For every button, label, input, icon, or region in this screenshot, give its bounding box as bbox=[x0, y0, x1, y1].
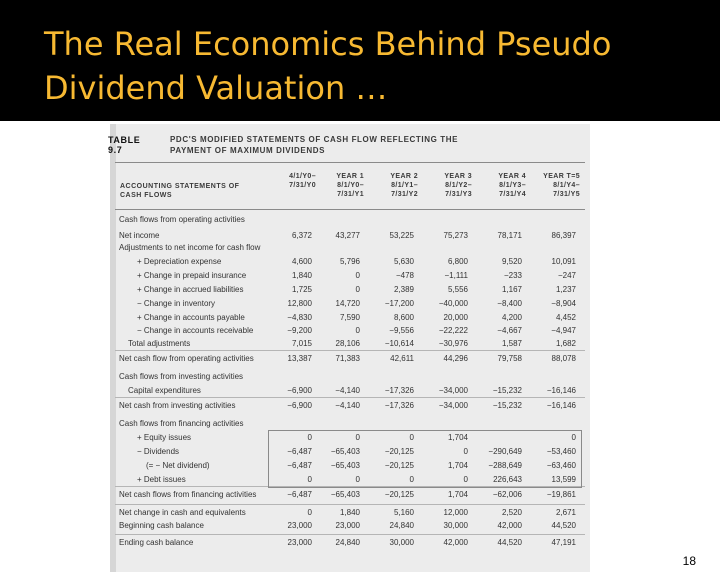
cell-value: −4,140 bbox=[335, 401, 360, 410]
column-header bbox=[518, 172, 580, 199]
cell-value: 30,000 bbox=[389, 538, 414, 547]
cell-value: −34,000 bbox=[438, 401, 468, 410]
cell-value: 7,015 bbox=[291, 339, 312, 348]
column-header-line3: 7/31/Y1 bbox=[337, 191, 364, 198]
column-header-line2: 8/1/Y3– bbox=[499, 182, 526, 189]
cell-value: −20,125 bbox=[384, 490, 414, 499]
row-label: − Dividends bbox=[137, 447, 180, 456]
cell-value: 53,225 bbox=[389, 231, 414, 240]
row-label: (= − Net dividend) bbox=[146, 461, 210, 470]
header-rule bbox=[115, 209, 585, 210]
row-label: + Change in accrued liabilities bbox=[137, 285, 244, 294]
left-header-line1: ACCOUNTING STATEMENTS OF bbox=[120, 183, 240, 190]
cell-value: 30,000 bbox=[443, 521, 468, 530]
cell-value: 44,520 bbox=[551, 521, 576, 530]
page-number: 18 bbox=[682, 554, 696, 568]
cell-value: 42,000 bbox=[497, 521, 522, 530]
row-label: + Change in prepaid insurance bbox=[137, 271, 247, 280]
cell-value: 78,171 bbox=[497, 231, 522, 240]
row-label: Net cash flow from operating activities bbox=[119, 354, 254, 363]
cell-value: 79,758 bbox=[497, 354, 522, 363]
cell-value: 1,237 bbox=[555, 285, 576, 294]
row-label: + Depreciation expense bbox=[137, 257, 222, 266]
cell-value: 23,000 bbox=[287, 538, 312, 547]
cell-value: −16,146 bbox=[546, 401, 576, 410]
column-header bbox=[356, 172, 418, 199]
cell-value: −4,947 bbox=[551, 326, 576, 335]
cell-value: 24,840 bbox=[389, 521, 414, 530]
cell-value: 20,000 bbox=[443, 313, 468, 322]
column-header-line1: YEAR 3 bbox=[444, 173, 472, 180]
cell-value: −17,326 bbox=[384, 386, 414, 395]
financing-highlight-box bbox=[268, 430, 582, 488]
column-header-line1: YEAR 2 bbox=[390, 173, 418, 180]
cell-value: 0 bbox=[355, 271, 360, 280]
row-label: Net income bbox=[119, 231, 160, 240]
cell-value: 5,556 bbox=[447, 285, 468, 294]
cell-value: −17,200 bbox=[384, 299, 414, 308]
column-header-line2: 4/1/Y0– bbox=[289, 173, 316, 180]
cell-value: −478 bbox=[395, 271, 414, 280]
row-label: + Equity issues bbox=[137, 433, 192, 442]
cell-value: −15,232 bbox=[492, 386, 522, 395]
cell-value: 8,600 bbox=[393, 313, 414, 322]
cell-value: −9,200 bbox=[287, 326, 312, 335]
cell-value: −4,830 bbox=[287, 313, 312, 322]
cell-value: 13,599 bbox=[551, 475, 576, 484]
column-header-line1: YEAR 4 bbox=[498, 173, 526, 180]
row-label: Adjustments to net income for cash flow bbox=[119, 243, 261, 252]
cell-value: 13,387 bbox=[287, 354, 312, 363]
row-label: Total adjustments bbox=[128, 339, 191, 348]
cell-value: −19,861 bbox=[546, 490, 576, 499]
cell-value: −30,976 bbox=[438, 339, 468, 348]
row-label: Net cash from investing activities bbox=[119, 401, 236, 410]
cell-value: −247 bbox=[557, 271, 576, 280]
table-row bbox=[115, 518, 585, 534]
table-number: TABLE 9.7 bbox=[108, 135, 141, 155]
row-label: Capital expenditures bbox=[128, 386, 201, 395]
cell-value: 1,840 bbox=[291, 271, 312, 280]
row-label: Ending cash balance bbox=[119, 538, 194, 547]
row-label: − Change in accounts receivable bbox=[137, 326, 254, 335]
row-label: Net cash flows from financing activities bbox=[119, 490, 257, 499]
cell-value: 0 bbox=[355, 326, 360, 335]
cell-value: 23,000 bbox=[335, 521, 360, 530]
row-label: + Debt issues bbox=[137, 475, 186, 484]
column-header-line1: YEAR T=5 bbox=[543, 173, 580, 180]
table-row bbox=[115, 534, 585, 551]
cell-value: −62,006 bbox=[492, 490, 522, 499]
cell-value: 28,106 bbox=[335, 339, 360, 348]
column-header-line2: 8/1/Y2– bbox=[445, 182, 472, 189]
column-header-line3: 7/31/Y4 bbox=[499, 191, 526, 198]
column-header-line3: 7/31/Y0 bbox=[289, 182, 316, 189]
table-title-line2: PAYMENT OF MAXIMUM DIVIDENDS bbox=[170, 146, 326, 155]
cell-value: −6,900 bbox=[287, 386, 312, 395]
cell-value: 1,682 bbox=[555, 339, 576, 348]
cell-value: −9,556 bbox=[389, 326, 414, 335]
row-label: − Change in inventory bbox=[137, 299, 216, 308]
cell-value: −6,900 bbox=[287, 401, 312, 410]
cell-value: 1,704 bbox=[447, 461, 468, 470]
table-row bbox=[115, 397, 585, 414]
cell-value: −10,614 bbox=[384, 339, 414, 348]
cell-value: −8,400 bbox=[497, 299, 522, 308]
cell-value: −16,146 bbox=[546, 386, 576, 395]
cell-value: 5,796 bbox=[339, 257, 360, 266]
cell-value: −233 bbox=[503, 271, 522, 280]
column-header-line2: 8/1/Y0– bbox=[337, 182, 364, 189]
cell-value: 43,277 bbox=[335, 231, 360, 240]
table-top-rule bbox=[115, 162, 585, 163]
cell-value: 5,160 bbox=[393, 508, 414, 517]
title-bar bbox=[0, 0, 720, 121]
cell-value: 1,587 bbox=[501, 339, 522, 348]
table-row bbox=[115, 486, 585, 503]
cell-value: −63,460 bbox=[546, 461, 576, 470]
column-header-line1: YEAR 1 bbox=[336, 173, 364, 180]
row-label: Beginning cash balance bbox=[119, 521, 204, 530]
cell-value: 7,590 bbox=[339, 313, 360, 322]
row-label: Cash flows from investing activities bbox=[119, 372, 244, 381]
cell-value: 42,611 bbox=[390, 354, 414, 363]
cell-value: 9,520 bbox=[501, 257, 522, 266]
cell-value: 4,200 bbox=[501, 313, 522, 322]
cell-value: −288,649 bbox=[488, 461, 522, 470]
row-label: Cash flows from financing activities bbox=[119, 419, 244, 428]
cell-value: 14,720 bbox=[335, 299, 360, 308]
cell-value: 0 bbox=[307, 508, 312, 517]
cell-value: 47,191 bbox=[551, 538, 576, 547]
table-left-header bbox=[120, 182, 270, 200]
cell-value: 71,383 bbox=[335, 354, 360, 363]
left-header-line2: CASH FLOWS bbox=[120, 192, 173, 199]
table-title-line1: PDC'S MODIFIED STATEMENTS OF CASH FLOW REFLECTING THE bbox=[170, 135, 459, 144]
cell-value: −4,667 bbox=[497, 326, 522, 335]
cell-value: 0 bbox=[307, 433, 312, 442]
cell-value: 1,704 bbox=[447, 490, 468, 499]
slide-title: The Real Economics Behind Pseudo Dividend Valuation … bbox=[44, 25, 612, 107]
cell-value: 2,389 bbox=[393, 285, 414, 294]
cell-value: 0 bbox=[355, 475, 360, 484]
column-header-line3: 7/31/Y2 bbox=[391, 191, 418, 198]
cell-value: −20,125 bbox=[384, 461, 414, 470]
row-label: Net change in cash and equivalents bbox=[119, 508, 246, 517]
column-header-line3: 7/31/Y5 bbox=[553, 191, 580, 198]
cell-value: −34,000 bbox=[438, 386, 468, 395]
cell-value: −290,649 bbox=[488, 447, 522, 456]
cell-value: −6,487 bbox=[287, 490, 312, 499]
cell-value: 4,600 bbox=[291, 257, 312, 266]
cell-value: 2,671 bbox=[555, 508, 576, 517]
cell-value: 226,643 bbox=[493, 475, 522, 484]
cell-value: −6,487 bbox=[287, 447, 312, 456]
cell-value: −6,487 bbox=[287, 461, 312, 470]
cell-value: −65,403 bbox=[330, 490, 360, 499]
cell-value: 2,520 bbox=[501, 508, 522, 517]
cell-value: 12,800 bbox=[287, 299, 312, 308]
cell-value: −8,904 bbox=[551, 299, 576, 308]
cell-value: 6,372 bbox=[291, 231, 312, 240]
cell-value: −65,403 bbox=[330, 447, 360, 456]
column-header bbox=[302, 172, 364, 199]
cell-value: 1,704 bbox=[447, 433, 468, 442]
cell-value: −22,222 bbox=[438, 326, 468, 335]
cell-value: 12,000 bbox=[443, 508, 468, 517]
cell-value: 1,167 bbox=[501, 285, 522, 294]
cell-value: 5,630 bbox=[393, 257, 414, 266]
cell-value: 0 bbox=[463, 475, 468, 484]
column-header bbox=[464, 172, 526, 199]
cell-value: −17,326 bbox=[384, 401, 414, 410]
table-row bbox=[115, 350, 585, 367]
cell-value: 0 bbox=[307, 475, 312, 484]
cell-value: 6,800 bbox=[447, 257, 468, 266]
cell-value: 24,840 bbox=[335, 538, 360, 547]
cell-value: 1,725 bbox=[291, 285, 312, 294]
cell-value: −40,000 bbox=[438, 299, 468, 308]
cell-value: −53,460 bbox=[546, 447, 576, 456]
cell-value: 88,078 bbox=[551, 354, 576, 363]
cell-value: 44,296 bbox=[443, 354, 468, 363]
cell-value: 75,273 bbox=[443, 231, 468, 240]
cell-value: 86,397 bbox=[551, 231, 576, 240]
cell-value: 0 bbox=[355, 433, 360, 442]
row-label: + Change in accounts payable bbox=[137, 313, 245, 322]
cell-value: 0 bbox=[571, 433, 576, 442]
column-header-line2: 8/1/Y4– bbox=[553, 182, 580, 189]
cell-value: −4,140 bbox=[335, 386, 360, 395]
column-header-line2: 8/1/Y1– bbox=[391, 182, 418, 189]
cell-value: 44,520 bbox=[497, 538, 522, 547]
cell-value: 4,452 bbox=[555, 313, 576, 322]
column-header bbox=[410, 172, 472, 199]
column-header-line3: 7/31/Y3 bbox=[445, 191, 472, 198]
row-label: Cash flows from operating activities bbox=[119, 215, 245, 224]
cell-value: 23,000 bbox=[287, 521, 312, 530]
table-row bbox=[115, 212, 585, 228]
cell-value: 1,840 bbox=[339, 508, 360, 517]
cell-value: 42,000 bbox=[443, 538, 468, 547]
cell-value: −65,403 bbox=[330, 461, 360, 470]
cell-value: 0 bbox=[409, 433, 414, 442]
cell-value: −20,125 bbox=[384, 447, 414, 456]
cell-value: −15,232 bbox=[492, 401, 522, 410]
cell-value: 10,091 bbox=[551, 257, 576, 266]
cell-value: −1,111 bbox=[444, 271, 468, 280]
cell-value: 0 bbox=[463, 447, 468, 456]
cell-value: 0 bbox=[355, 285, 360, 294]
cell-value: 0 bbox=[409, 475, 414, 484]
